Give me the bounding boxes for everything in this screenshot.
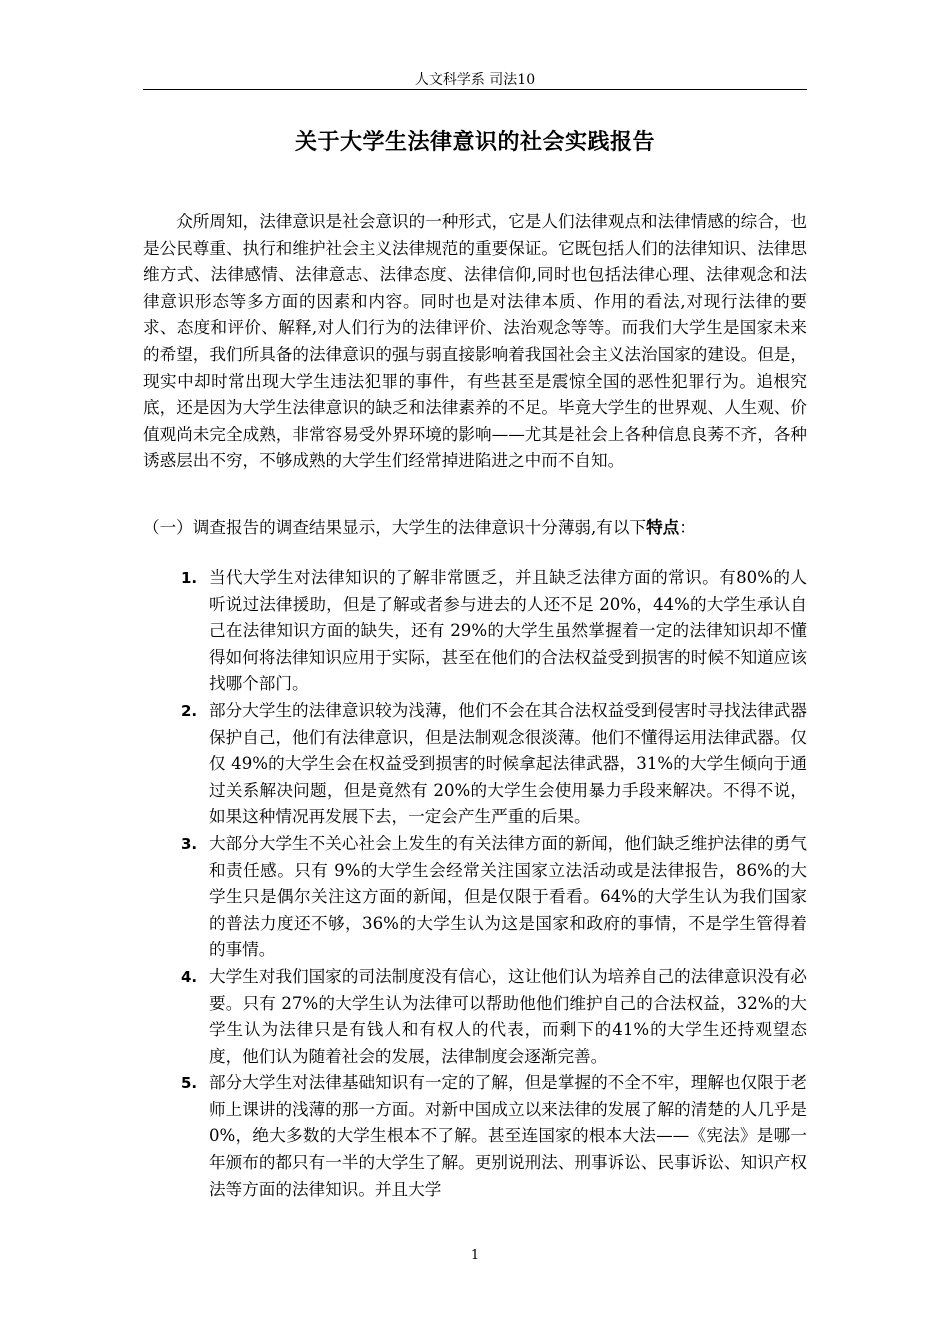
list-item-number: 4. [181, 967, 198, 986]
list-item [143, 831, 807, 964]
section-heading-text: （一）调查报告的调查结果显示，大学生的法律意识十分薄弱,有以下 [143, 518, 647, 537]
list-item-text: 当代大学生对法律知识的了解非常匮乏，并且缺乏法律方面的常识。有80%的人听说过法律援助，但是了解或者参与进去的人还不足 20%，44%的大学生承认自己在法律知识方面的缺失，还有 29%的大学生虽然掌握着一定的法律知识却不懂得如何将法律知识应用于实际，甚至在他们的合法权益受到损害的时候不知道应该找哪个部门。 [209, 568, 807, 694]
list-item [143, 698, 807, 831]
list-item-text: 大学生对我们国家的司法制度没有信心，这让他们认为培养自己的法律意识没有必要。只有 27%的大学生认为法律可以帮助他他们维护自己的合法权益，32%的大学生认为法律只是有钱人和有权人的代表，而剩下的41%的大学生还持观望态度，他们认为随着社会的发展，法律制度会逐渐完善。 [209, 966, 807, 1066]
intro-paragraph: 众所周知，法律意识是社会意识的一种形式，它是人们法律观点和法律情感的综合，也是公民尊重、执行和维护社会主义法律规范的重要保证。它既包括人们的法律知识、法律思维方式、法律感情、法律意志、法律态度、法律信仰,同时也包括法律心理、法律观念和法律意识形态等多方面的因素和内容。同时也是对法律本质、作用的看法,对现行法律的要求、态度和评价、解释,对人们行为的法律评价、法治观念等等。而我们大学生是国家未来的希望，我们所具备的法律意识的强与弱直接影响着我国社会主义法治国家的建设。但是，现实中却时常出现大学生违法犯罪的事件，有些甚至是震惊全国的恶性犯罪行为。追根究底，还是因为大学生法律意识的缺乏和法律素养的不足。毕竟大学生的世界观、人生观、价值观尚未完全成熟，非常容易受外界环境的影响——尤其是社会上各种信息良莠不齐，各种诱惑层出不穷，不够成熟的大学生们经常掉进陷进之中而不自知。 [143, 212, 807, 471]
section-heading-emphasis: 特点 [646, 517, 680, 537]
list-item-number: 5. [181, 1074, 198, 1093]
list-item-text: 部分大学生的法律意识较为浅薄，他们不会在其合法权益受到侵害时寻找法律武器保护自己，他们有法律意识，但是法制观念很淡薄。他们不懂得运用法律武器。仅仅 49%的大学生会在权益受到损害的时候拿起法律武器，31%的大学生倾向于通过关系解决问题，但是竟然有 20%的大学生会使用暴力手段来解决。不得不说，如果这种情况再发展下去，一定会产生严重的后果。 [209, 700, 807, 827]
list-item [143, 565, 807, 698]
list-item-number: 3. [181, 834, 198, 853]
document-title: 关于大学生法律意识的社会实践报告 [294, 129, 655, 155]
list-item-text: 大部分大学生不关心社会上发生的有关法律方面的新闻，他们缺乏维护法律的勇气和责任感。只有 9%的大学生会经常关注国家立法活动或是法律报告，86%的大学生只是偶尔关注这方面的新闻，但是仅限于看看。64%的大学生认为我们国家的普法力度还不够，36%的大学生认为这是国家和政府的事情，不是学生管得着的事情。 [209, 833, 807, 960]
list-item-text: 部分大学生对法律基础知识有一定的了解，但是掌握的不全不牢，理解也仅限于老师上课讲的浅薄的那一方面。对新中国成立以来法律的发展了解的清楚的人几乎是 0%，绝大多数的大学生根本不了解。甚至连国家的根本大法——《宪法》是哪一年颁布的都只有一半的大学生了解。更别说刑法、刑事诉讼、民事诉讼、知识产权法等方面的法律知识。并且大学 [209, 1073, 807, 1199]
list-item-number: 1. [181, 569, 198, 587]
list-item [143, 964, 807, 1070]
page-number: 1 [470, 1248, 480, 1263]
section-heading-suffix: ： [679, 518, 696, 537]
running-header: 人文科学系 司法10 [414, 72, 536, 88]
findings-list [143, 565, 807, 1203]
section-heading [143, 514, 807, 542]
list-item [143, 1070, 807, 1203]
header-divider [143, 89, 807, 90]
list-item-number: 2. [181, 701, 198, 720]
